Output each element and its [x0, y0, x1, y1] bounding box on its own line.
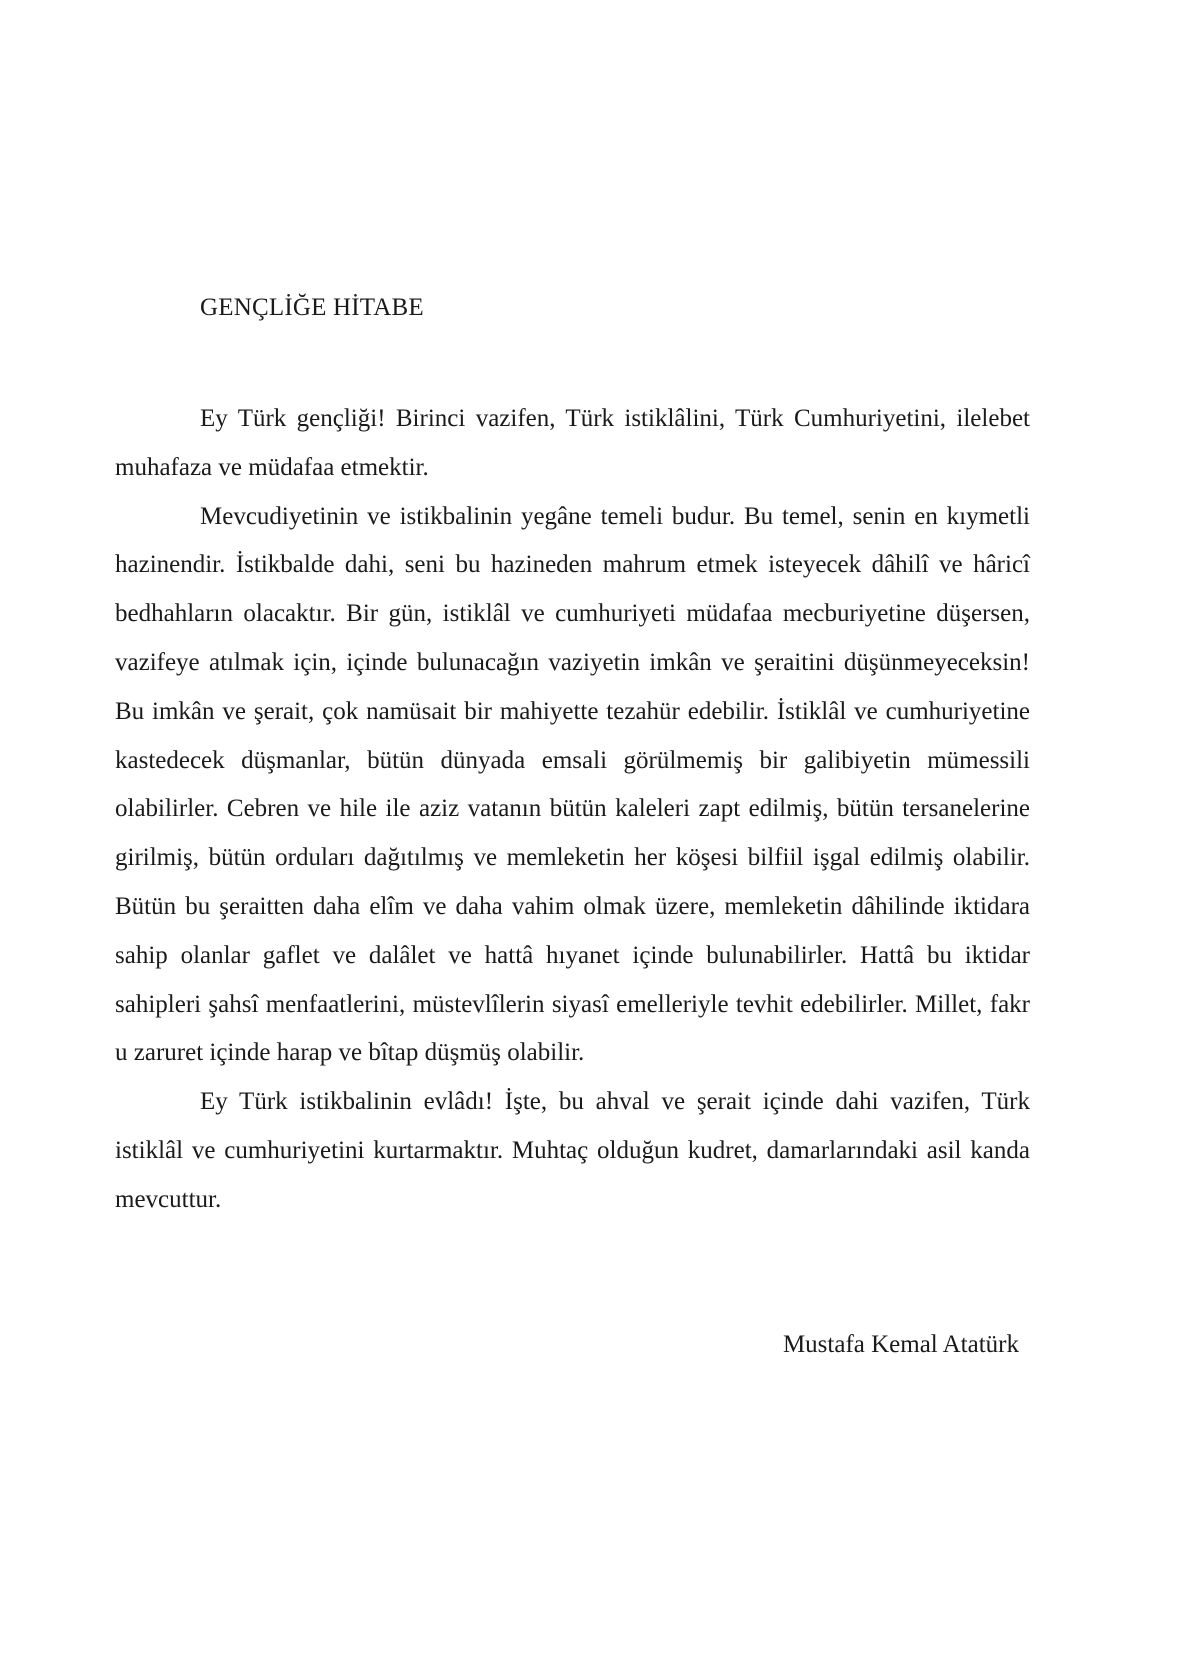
document-body	[115, 395, 1030, 1225]
paragraph-3: Ey Türk istikbalinin evlâdı! İşte, bu ahval ve şerait içinde dahi vazifen, Türk istiklâl ve cumhuriyetini kurtarmaktır. Muhtaç olduğun kudret, damarlarındaki asil kanda mevcuttur.	[115, 1088, 1030, 1213]
paragraph-2: Mevcudiyetinin ve istikbalinin yegâne temeli budur. Bu temel, senin en kıymetli hazinendir. İstikbalde dahi, seni bu hazineden mahrum etmek isteyecek dâhilî ve hâricî bedhahların olacaktır. Bir gün, istiklâl ve cumhuriyeti müdafaa mecburiyetine düşersen, vazifeye atılmak için, içinde bulunacağın vaziyetin imkân ve şeraitini düşünmeyeceksin! Bu imkân ve şerait, çok namüsait bir mahiyette tezahür edebilir. İstiklâl ve cumhuriyetine kastedecek düşmanlar, bütün dünyada emsali görülmemiş bir galibiyetin mümessili olabilirler. Cebren ve hile ile aziz vatanın bütün kaleleri zapt edilmiş, bütün tersanelerine girilmiş, bütün orduları dağıtılmış ve memleketin her köşesi bilfiil işgal edilmiş olabilir. Bütün bu şeraitten daha elîm ve daha vahim olmak üzere, memleketin dâhilinde iktidara sahip olanlar gaflet ve dalâlet ve hattâ hıyanet içinde bulunabilirler. Hattâ bu iktidar sahipleri şahsî menfaatlerini, müstevlîlerin siyasî emelleriyle tevhit edebilirler. Millet, fakr u zaruret içinde harap ve bîtap düşmüş olabilir.	[115, 502, 1030, 1067]
signature: Mustafa Kemal Atatürk	[782, 1331, 1019, 1358]
page-title: GENÇLİĞE HİTABE	[200, 294, 424, 321]
paragraph-1: Ey Türk gençliği! Birinci vazifen, Türk istiklâlini, Türk Cumhuriyetini, ilelebet muhafaza ve müdafaa etmektir.	[115, 405, 1030, 481]
